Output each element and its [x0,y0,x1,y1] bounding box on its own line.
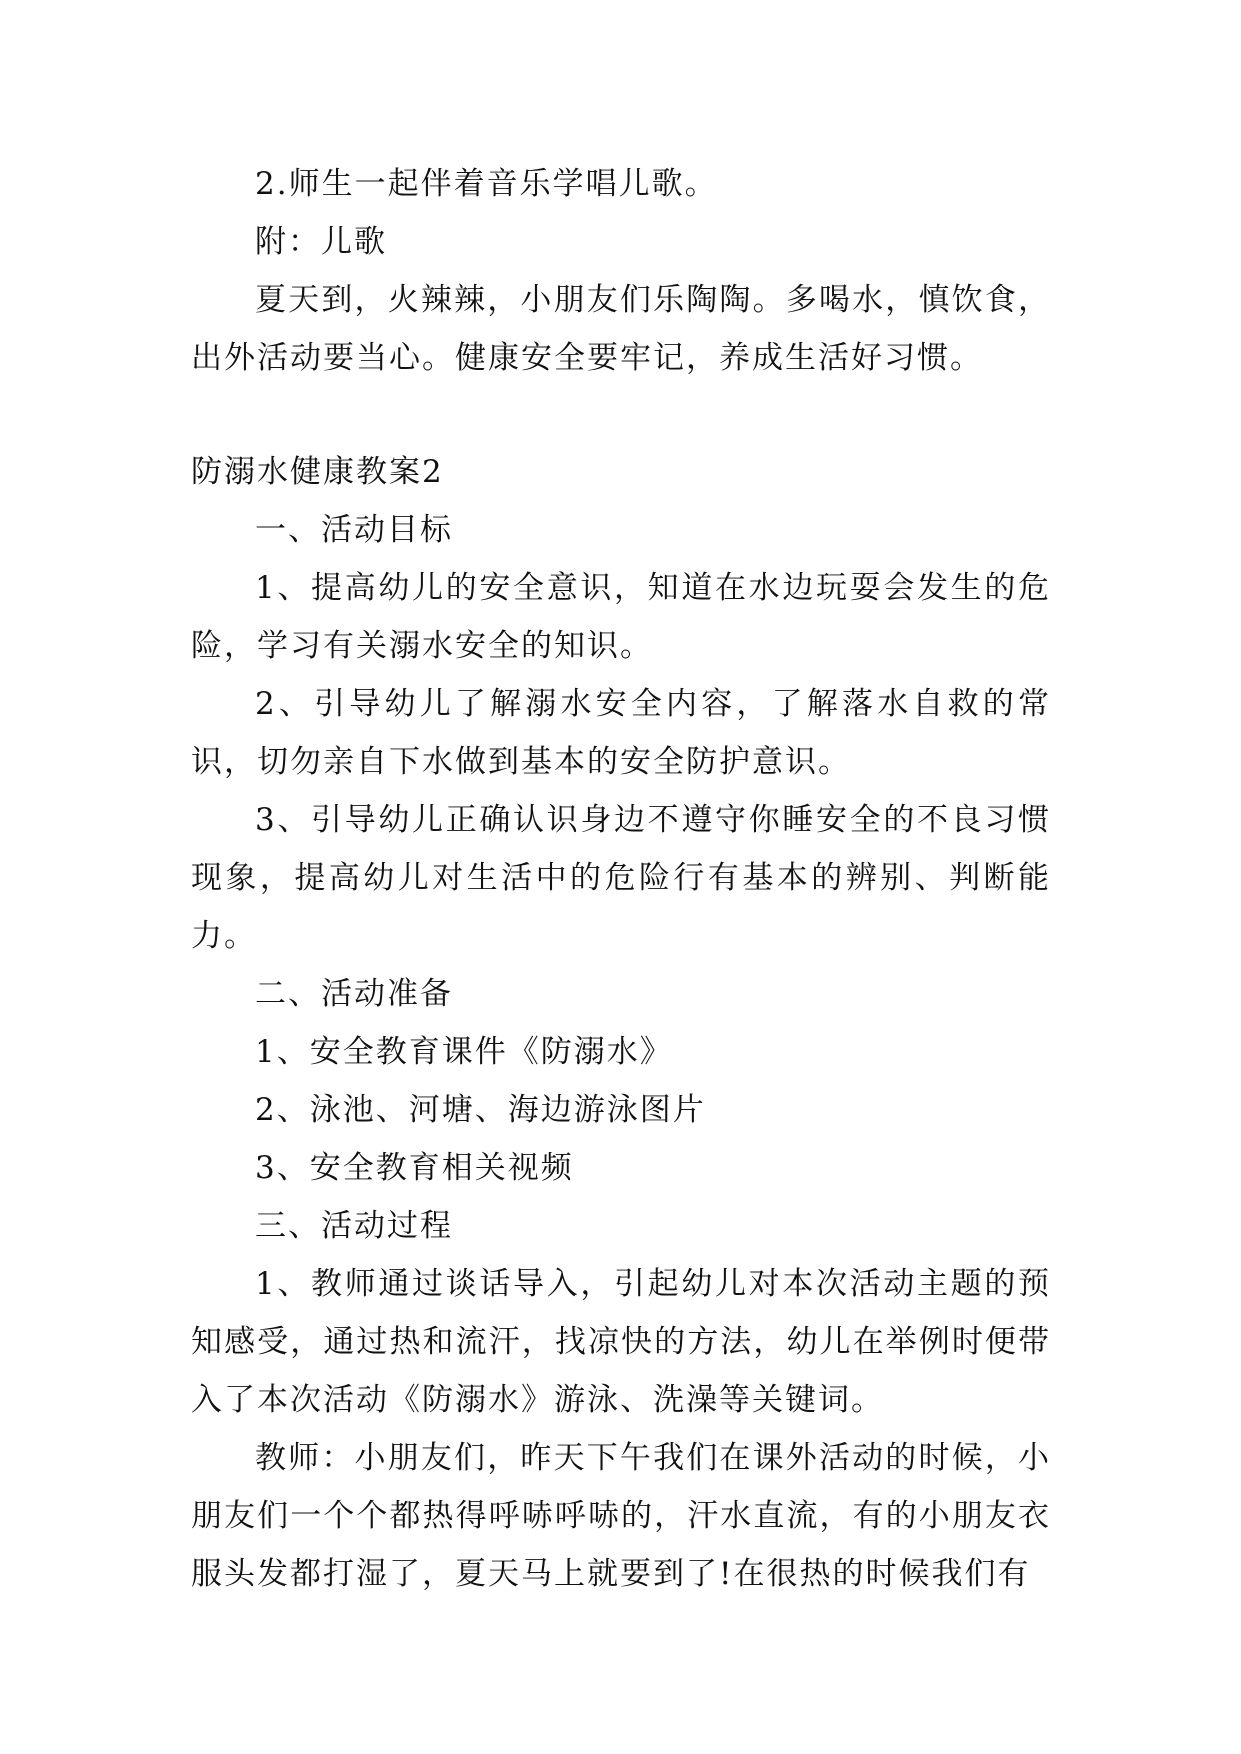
section-spacer [191,387,1051,443]
preparation-item-1: 1、安全教育课件《防溺水》 [255,1034,673,1070]
goal-item-2: 2、引导幼儿了解溺水安全内容，了解落水自救的常识，切勿亲自下水做到基本的安全防护意识。 [191,686,1051,780]
paragraph-sing-song: 2.师生一起伴着音乐学唱儿歌。 [255,166,718,202]
heading-activity-process: 三、活动过程 [255,1208,453,1244]
paragraph-song-lyrics: 夏天到，火辣辣，小朋友们乐陶陶。多喝水，慎饮食，出外活动要当心。健康安全要牢记，养成生活好习惯。 [191,282,1051,376]
process-item-1: 1、教师通过谈话导入，引起幼儿对本次活动主题的预知感受，通过热和流汗，找凉快的方法，幼儿在举例时便带入了本次活动《防溺水》游泳、洗澡等关键词。 [191,1266,1051,1418]
preparation-item-2: 2、泳池、河塘、海边游泳图片 [255,1092,706,1128]
paragraph-appendix-label: 附：儿歌 [255,224,387,260]
goal-item-3: 3、引导幼儿正确认识身边不遵守你睡安全的不良习惯现象，提高幼儿对生活中的危险行有基本的辨别、判断能力。 [191,802,1051,954]
section-title: 防溺水健康教案2 [191,454,444,490]
heading-activity-preparation: 二、活动准备 [255,976,453,1012]
teacher-dialogue: 教师：小朋友们，昨天下午我们在课外活动的时候，小朋友们一个个都热得呼哧呼哧的，汗水直流，有的小朋友衣服头发都打湿了，夏天马上就要到了!在很热的时候我们有 [191,1440,1051,1592]
heading-activity-goals: 一、活动目标 [255,512,453,548]
document-body [191,155,1051,1603]
goal-item-1: 1、提高幼儿的安全意识，知道在水边玩耍会发生的危险，学习有关溺水安全的知识。 [191,570,1051,664]
preparation-item-3: 3、安全教育相关视频 [255,1150,574,1186]
